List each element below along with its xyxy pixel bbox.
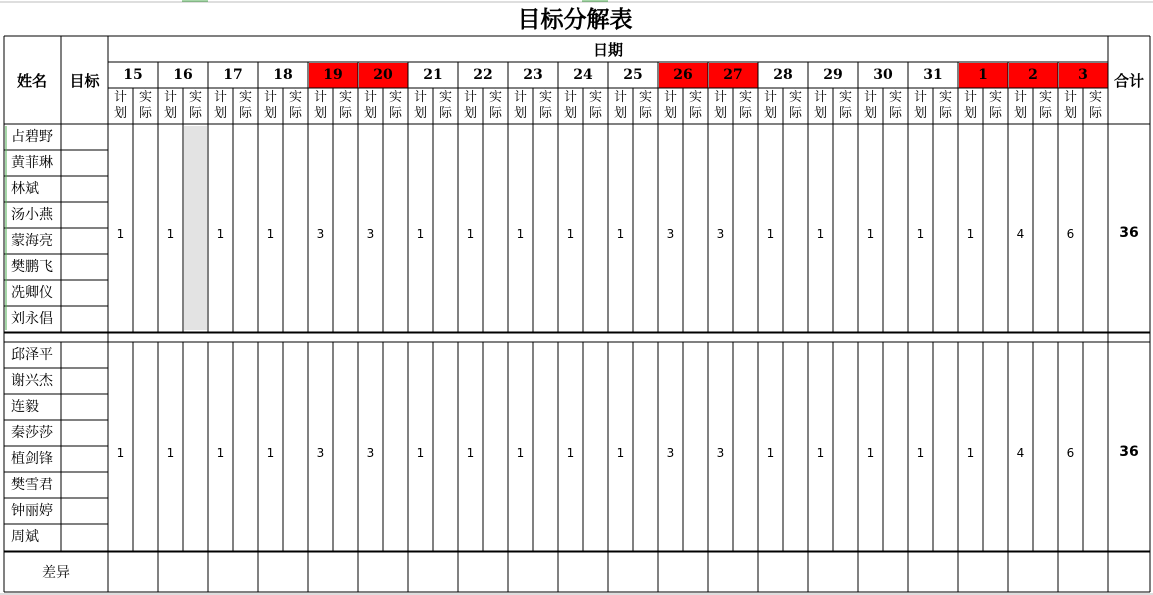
plan-subheader: 计 划 xyxy=(513,90,527,121)
plan-value-cell[interactable]: 3 xyxy=(716,446,725,460)
date-header: 日期 xyxy=(592,41,623,59)
name-column-header: 姓名 xyxy=(16,72,47,90)
plan-value-cell[interactable]: 1 xyxy=(216,446,225,460)
plan-value-cell[interactable]: 1 xyxy=(266,446,275,460)
plan-value-cell[interactable]: 1 xyxy=(116,227,125,241)
date-cell: 24 xyxy=(573,67,593,83)
actual-subheader: 实 际 xyxy=(138,90,152,121)
plan-value-cell[interactable]: 1 xyxy=(566,227,575,241)
plan-value-cell[interactable]: 1 xyxy=(516,227,525,241)
actual-subheader: 实 际 xyxy=(1088,90,1102,121)
plan-value-cell[interactable]: 1 xyxy=(116,446,125,460)
sheet-title: 目标分解表 xyxy=(517,7,633,33)
plan-value-cell[interactable]: 1 xyxy=(966,227,975,241)
plan-value-cell[interactable]: 1 xyxy=(866,227,875,241)
plan-value-cell[interactable]: 1 xyxy=(816,446,825,460)
plan-value-cell[interactable]: 1 xyxy=(516,446,525,460)
plan-value-cell[interactable]: 1 xyxy=(466,227,475,241)
plan-subheader: 计 划 xyxy=(213,90,227,121)
date-cell: 18 xyxy=(273,67,293,83)
plan-value-cell[interactable]: 6 xyxy=(1066,446,1075,460)
plan-subheader: 计 划 xyxy=(913,90,927,121)
total-column-header: 合计 xyxy=(1113,72,1144,90)
actual-subheader: 实 际 xyxy=(738,90,752,121)
actual-subheader: 实 际 xyxy=(238,90,252,121)
employee-name-cell[interactable]: 樊雪君 xyxy=(11,477,53,493)
actual-subheader: 实 际 xyxy=(438,90,452,121)
date-cell: 2 xyxy=(1028,67,1038,83)
plan-subheader: 计 划 xyxy=(313,90,327,121)
date-cell: 27 xyxy=(723,67,743,83)
plan-value-cell[interactable]: 1 xyxy=(616,446,625,460)
plan-value-cell[interactable]: 1 xyxy=(166,227,175,241)
plan-value-cell[interactable]: 6 xyxy=(1066,227,1075,241)
plan-subheader: 计 划 xyxy=(713,90,727,121)
plan-value-cell[interactable]: 1 xyxy=(766,227,775,241)
employee-name-cell[interactable]: 林斌 xyxy=(11,181,39,197)
date-cell: 19 xyxy=(323,67,343,83)
employee-name-cell[interactable]: 谢兴杰 xyxy=(11,373,53,389)
actual-subheader: 实 际 xyxy=(338,90,352,121)
actual-subheader: 实 际 xyxy=(988,90,1002,121)
plan-subheader: 计 划 xyxy=(363,90,377,121)
plan-value-cell[interactable]: 4 xyxy=(1016,227,1025,241)
plan-subheader: 计 划 xyxy=(113,90,127,121)
employee-name-cell[interactable]: 连毅 xyxy=(11,399,39,415)
plan-value-cell[interactable]: 1 xyxy=(566,446,575,460)
plan-value-cell[interactable]: 1 xyxy=(866,446,875,460)
plan-subheader: 计 划 xyxy=(163,90,177,121)
employee-name-cell[interactable]: 秦莎莎 xyxy=(11,425,53,441)
actual-subheader: 实 际 xyxy=(538,90,552,121)
employee-name-cell[interactable]: 邱泽平 xyxy=(11,347,53,363)
employee-name-cell[interactable]: 樊鹏飞 xyxy=(11,259,53,275)
employee-name-cell[interactable]: 蒙海亮 xyxy=(11,233,53,249)
plan-value-cell[interactable]: 1 xyxy=(216,227,225,241)
actual-subheader: 实 际 xyxy=(388,90,402,121)
plan-value-cell[interactable]: 3 xyxy=(666,446,675,460)
actual-subheader: 实 际 xyxy=(888,90,902,121)
target-column-header: 目标 xyxy=(69,72,100,90)
date-cell: 28 xyxy=(773,67,793,83)
plan-value-cell[interactable]: 1 xyxy=(816,227,825,241)
plan-subheader: 计 划 xyxy=(563,90,577,121)
plan-subheader: 计 划 xyxy=(413,90,427,121)
date-cell: 1 xyxy=(978,67,988,83)
group-total-cell[interactable]: 36 xyxy=(1119,225,1139,241)
employee-name-cell[interactable]: 周斌 xyxy=(11,529,39,545)
plan-value-cell[interactable]: 3 xyxy=(316,227,325,241)
plan-value-cell[interactable]: 1 xyxy=(266,227,275,241)
actual-subheader: 实 际 xyxy=(488,90,502,121)
actual-subheader: 实 际 xyxy=(588,90,602,121)
plan-value-cell[interactable]: 1 xyxy=(166,446,175,460)
date-cell: 20 xyxy=(373,67,393,83)
plan-subheader: 计 划 xyxy=(263,90,277,121)
actual-subheader: 实 际 xyxy=(838,90,852,121)
plan-value-cell[interactable]: 4 xyxy=(1016,446,1025,460)
date-cell: 17 xyxy=(223,67,243,83)
employee-name-cell[interactable]: 冼卿仪 xyxy=(11,285,53,301)
plan-subheader: 计 划 xyxy=(663,90,677,121)
date-cell: 23 xyxy=(523,67,543,83)
plan-value-cell[interactable]: 3 xyxy=(316,446,325,460)
selected-cell xyxy=(184,126,207,330)
date-cell: 21 xyxy=(423,67,443,83)
plan-value-cell[interactable]: 3 xyxy=(716,227,725,241)
plan-value-cell[interactable]: 1 xyxy=(916,446,925,460)
actual-subheader: 实 际 xyxy=(1038,90,1052,121)
plan-value-cell[interactable]: 1 xyxy=(416,227,425,241)
employee-name-cell[interactable]: 植剑锋 xyxy=(11,451,53,467)
date-cell: 15 xyxy=(123,67,143,83)
group-total-cell[interactable]: 36 xyxy=(1119,444,1139,460)
actual-subheader: 实 际 xyxy=(938,90,952,121)
date-cell: 26 xyxy=(673,67,693,83)
plan-value-cell[interactable]: 3 xyxy=(366,227,375,241)
date-cell: 30 xyxy=(873,67,893,83)
plan-value-cell[interactable]: 3 xyxy=(666,227,675,241)
plan-value-cell[interactable]: 1 xyxy=(466,446,475,460)
plan-value-cell[interactable]: 1 xyxy=(766,446,775,460)
date-cell: 25 xyxy=(623,67,643,83)
actual-subheader: 实 际 xyxy=(788,90,802,121)
date-cell: 31 xyxy=(923,67,943,83)
plan-value-cell[interactable]: 1 xyxy=(916,227,925,241)
plan-subheader: 计 划 xyxy=(863,90,877,121)
plan-subheader: 计 划 xyxy=(463,90,477,121)
plan-subheader: 计 划 xyxy=(1013,90,1027,121)
date-cell: 16 xyxy=(173,67,193,83)
plan-value-cell[interactable]: 3 xyxy=(366,446,375,460)
employee-name-cell[interactable]: 黄菲琳 xyxy=(11,155,53,171)
plan-subheader: 计 划 xyxy=(963,90,977,121)
date-cell: 3 xyxy=(1078,67,1088,83)
employee-name-cell[interactable]: 汤小燕 xyxy=(11,207,53,223)
date-cell: 22 xyxy=(473,67,493,83)
plan-subheader: 计 划 xyxy=(813,90,827,121)
employee-name-cell[interactable]: 钟丽婷 xyxy=(11,503,53,519)
actual-subheader: 实 际 xyxy=(688,90,702,121)
plan-subheader: 计 划 xyxy=(1063,90,1077,121)
employee-name-cell[interactable]: 占碧野 xyxy=(11,129,53,145)
date-cell: 29 xyxy=(823,67,843,83)
actual-subheader: 实 际 xyxy=(638,90,652,121)
employee-name-cell[interactable]: 刘永倡 xyxy=(11,311,53,327)
actual-subheader: 实 际 xyxy=(188,90,202,121)
actual-subheader: 实 际 xyxy=(288,90,302,121)
plan-value-cell[interactable]: 1 xyxy=(966,446,975,460)
plan-subheader: 计 划 xyxy=(613,90,627,121)
plan-subheader: 计 划 xyxy=(763,90,777,121)
difference-label: 差异 xyxy=(42,565,70,581)
plan-value-cell[interactable]: 1 xyxy=(416,446,425,460)
plan-value-cell[interactable]: 1 xyxy=(616,227,625,241)
